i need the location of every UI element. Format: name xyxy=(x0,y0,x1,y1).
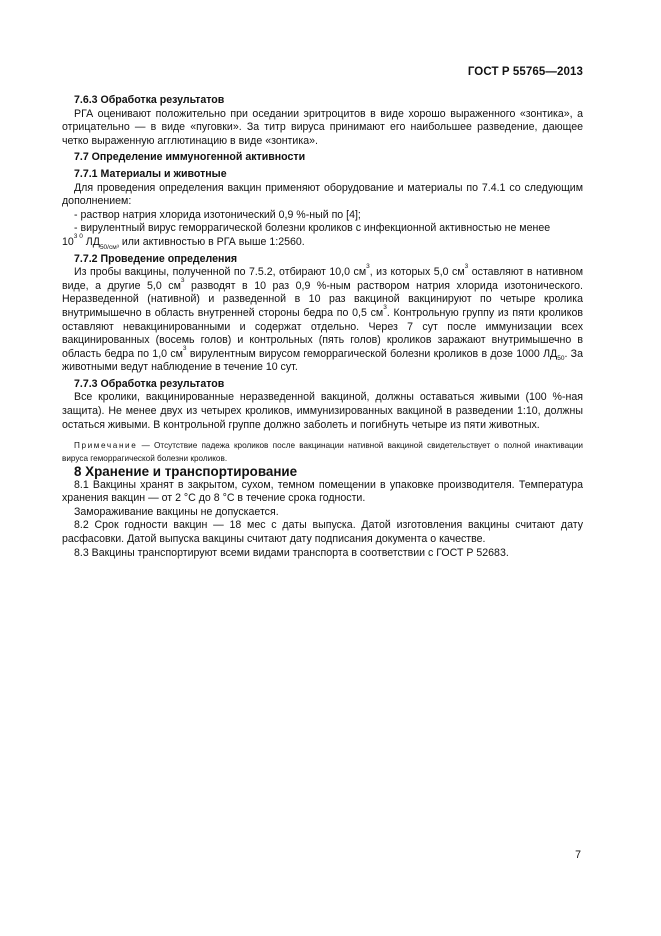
list-item-virus-tail: или активностью в РГА выше 1:2560. xyxy=(121,235,305,248)
heading-7-7-3: 7.7.3 Обработка результатов xyxy=(74,377,225,390)
sub-ld50: 50 xyxy=(557,355,565,363)
paragraph-7-7-1-intro: Для проведения определения вакцин применяют оборудование и материалы по 7.4.1 со следующим дополнением: xyxy=(62,181,583,208)
list-item-saline: - раствор натрия хлорида изотонический 0,9 %-ный по [4]; xyxy=(74,208,361,221)
heading-7-7-2: 7.7.2 Проведение определения xyxy=(74,252,238,265)
note-label: Примечание xyxy=(74,441,138,451)
p772-part-c: оставляют в нативном виде, а другие 5,0 см xyxy=(62,266,584,292)
page-content xyxy=(62,94,583,560)
p772-part-d: разводят в 10 раз 0,9 %-ным раствором натрия хлорида изотонического. Неразведенной (нативной) и разведенной в 10 раз вакциной вакцинируют по четыре кролика внутримышечно в область внутренней стороны бедра по 0,5 см xyxy=(62,279,583,319)
p772-part-f: вирулентным вирусом геморрагической болезни кроликов в дозе 1000 ЛД xyxy=(186,347,558,360)
p772-part-g: . За животными ведут наблюдение в течение 10 сут. xyxy=(62,347,583,374)
paragraph-8-1: 8.1 Вакцины хранят в закрытом, сухом, темном помещении в упаковке производителя. Температура хранения вакцин — от 2 °С до 8 °С в течение срока годности. xyxy=(62,478,583,505)
heading-7-7: 7.7 Определение иммуногенной активности xyxy=(74,151,306,164)
sup-cm3: 3 xyxy=(464,263,469,271)
sup-cm3: 3 xyxy=(383,303,387,311)
list-item-virus-text: - вирулентный вирус геморрагической болезни кроликов с инфекционной активностью не менее xyxy=(74,222,551,235)
page-number: 7 xyxy=(575,849,581,861)
heading-7-7-1: 7.7.1 Материалы и животные xyxy=(74,167,227,180)
p772-part-e: . Контрольную группу из пяти кроликов оставляют невакцинированными и содержат отдельно. Через 7 сут после иммунизации всех вакцинированных (восемь голов) и контрольных (пять голов) кроликов заражают внутримышечно в область бедра по 1,0 см xyxy=(62,306,583,360)
paragraph-7-6-3: РГА оценивают положительно при оседании эритроцитов в виде хорошо выраженного «зонтика», а отрицательно — в виде «пуговки». За титр вируса принимают его наибольшее разведение, дающее четко выраженную агглютинацию в виде «зонтика». xyxy=(62,107,583,147)
heading-7-6-3: 7.6.3 Обработка результатов xyxy=(74,94,225,106)
list-item-virus-continuation xyxy=(62,232,583,251)
sup-cm3: 3 xyxy=(182,344,187,352)
titer-exponent: 3 0 xyxy=(73,232,83,240)
paragraph-7-7-2 xyxy=(62,263,584,375)
note-text: — Отсутствие падежа кроликов после вакцинации нативной вакциной свидетельствует о полной инактивации вируса геморрагической болезни кроликов. xyxy=(62,441,583,463)
note xyxy=(62,440,583,465)
ld-label: ЛД xyxy=(85,235,100,248)
document-id-header: ГОСТ Р 55765—2013 xyxy=(467,66,583,78)
sup-cm3: 3 xyxy=(366,263,370,271)
paragraph-8-2: 8.2 Срок годности вакцин — 18 мес с даты выпуска. Датой изготовления вакцины считают дату расфасовки. Датой выпуска вакцины считают дату подписания документа о качестве. xyxy=(62,519,583,546)
paragraph-8-1-freeze: Замораживание вакцины не допускается. xyxy=(74,505,279,518)
p772-part-b: , из которых 5,0 см xyxy=(369,266,465,279)
list-item-virus xyxy=(62,222,583,236)
p772-part-a: Из пробы вакцины, полученной по 7.5.2, отбирают 10,0 см xyxy=(74,266,367,279)
paragraph-7-7-3: Все кролики, вакцинированные неразведенной вакциной, должны оставаться живыми (100 %-ная защита). Не менее двух из четырех кроликов, иммунизированных вакциной в разведении 1:10, должны остаться живыми. В контрольной группе должно заболеть и погибнуть четыре из пяти животных. xyxy=(62,391,583,431)
sup-cm3: 3 xyxy=(180,276,185,284)
ld-unit-subscript: 50/см³ xyxy=(99,243,119,251)
section-8-heading: 8 Хранение и транспортирование xyxy=(74,464,298,480)
paragraph-8-3: 8.3 Вакцины транспортируют всеми видами транспорта в соответствии с ГОСТ Р 52683. xyxy=(74,546,509,559)
titer-base: 10 xyxy=(62,235,74,248)
